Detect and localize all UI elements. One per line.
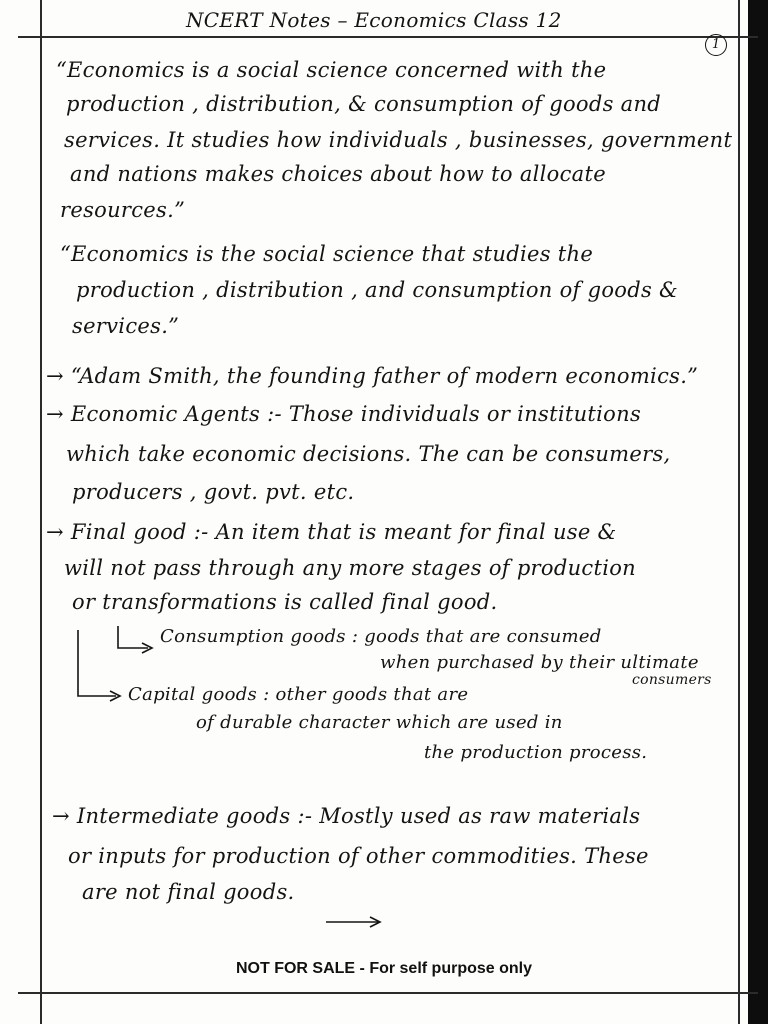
note-line: “Economics is a social science concerned with the xyxy=(56,58,607,82)
footer-note: NOT FOR SALE - For self purpose only xyxy=(235,960,532,977)
note-line: “Economics is the social science that studies the xyxy=(60,242,594,266)
note-line: resources.” xyxy=(60,198,186,222)
bracket-line-2 xyxy=(78,630,116,696)
sub-note-line: consumers xyxy=(632,672,712,688)
note-line: services. It studies how individuals , businesses, government xyxy=(64,128,733,152)
page-header: NCERT Notes – Economics Class 12 xyxy=(186,8,562,32)
note-line: producers , govt. pvt. etc. xyxy=(72,480,355,504)
bracket-line xyxy=(118,626,148,648)
note-line: and nations makes choices about how to allocate xyxy=(70,162,606,186)
note-line: services.” xyxy=(72,314,180,338)
note-line: production , distribution , and consumption of goods & xyxy=(76,278,679,302)
page-number: 1 xyxy=(705,34,727,56)
sub-note-line: when purchased by their ultimate xyxy=(380,652,699,673)
note-line: → Final good :- An item that is meant for final use & xyxy=(46,520,617,544)
note-line: or inputs for production of other commodities. These xyxy=(68,844,649,868)
note-line: will not pass through any more stages of production xyxy=(64,556,636,580)
sub-note-line: the production process. xyxy=(424,742,648,763)
sub-note-line: Capital goods : other goods that are xyxy=(128,684,469,705)
note-line: → “Adam Smith, the founding father of modern economics.” xyxy=(46,364,699,388)
sub-note-line: Consumption goods : goods that are consumed xyxy=(160,626,602,647)
note-line: → Intermediate goods :- Mostly used as raw materials xyxy=(52,804,641,828)
sub-note-line: of durable character which are used in xyxy=(196,712,563,733)
note-line: production , distribution, & consumption of goods and xyxy=(66,92,662,116)
note-line: which take economic decisions. The can be consumers, xyxy=(66,442,671,466)
note-line: are not final goods. xyxy=(82,880,295,904)
note-line: → Economic Agents :- Those individuals or institutions xyxy=(46,402,642,426)
note-line: or transformations is called final good. xyxy=(72,590,498,614)
